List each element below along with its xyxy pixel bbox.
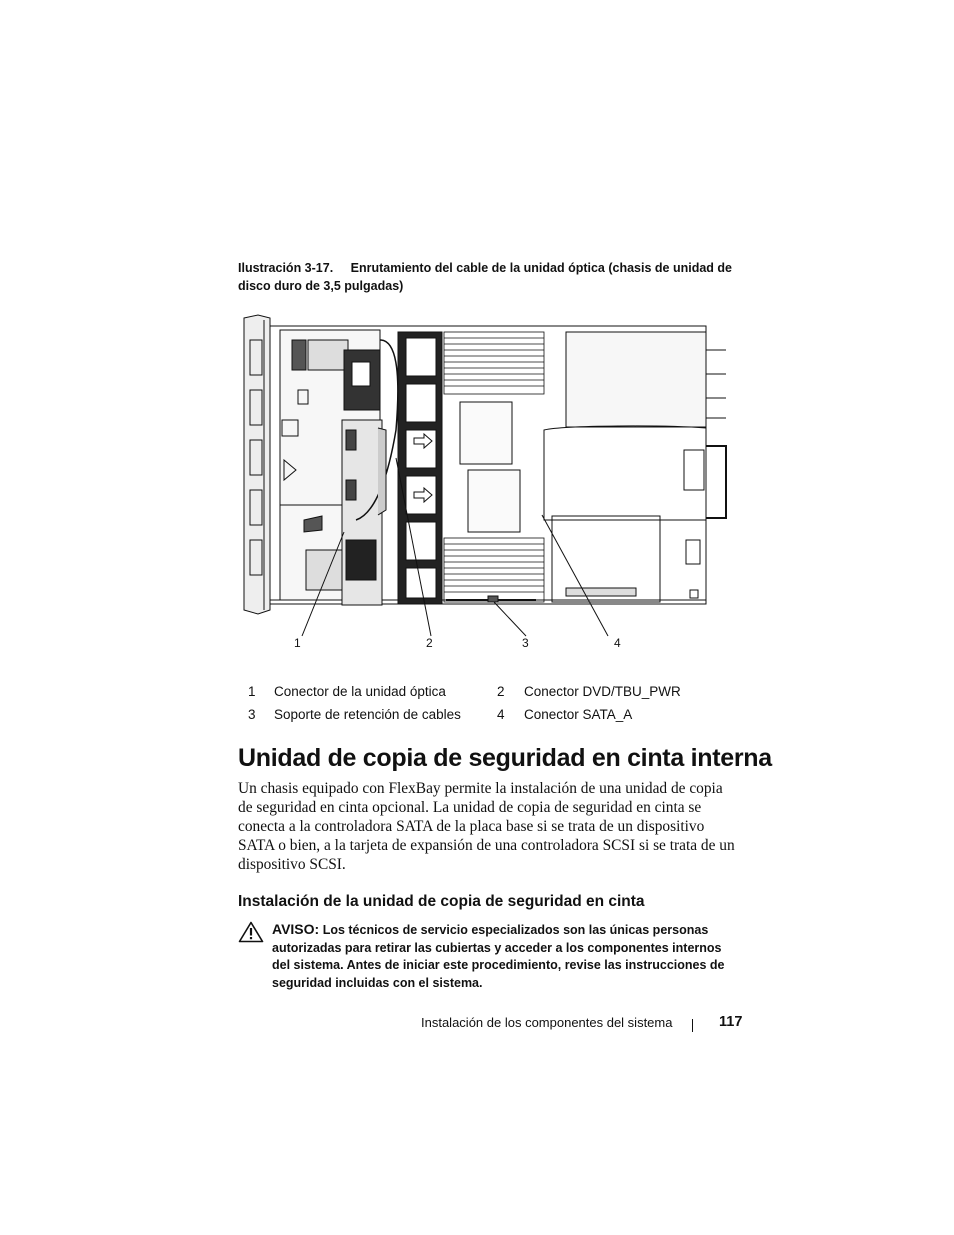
warning-icon xyxy=(238,921,264,943)
callout-3: 3 xyxy=(522,636,529,650)
legend-text: Soporte de retención de cables xyxy=(274,707,461,722)
footer-separator xyxy=(692,1019,693,1032)
legend-num: 1 xyxy=(248,684,256,699)
subsection-heading: Instalación de la unidad de copia de seguridad en cinta xyxy=(238,893,645,910)
processor-heatsink-2 xyxy=(468,470,520,532)
callout-2: 2 xyxy=(426,636,433,650)
figure-caption xyxy=(238,259,738,295)
page-number: 117 xyxy=(719,1014,743,1030)
memory-bank-bottom xyxy=(444,538,544,602)
power-supply xyxy=(566,332,706,427)
section-heading: Unidad de copia de seguridad en cinta interna xyxy=(238,744,772,772)
legend-text: Conector de la unidad óptica xyxy=(274,684,446,699)
figure-label: Ilustración 3-17. xyxy=(238,261,334,275)
notice-label: AVISO: xyxy=(272,921,320,937)
front-bezel xyxy=(244,315,270,614)
legend-row xyxy=(248,707,728,730)
server-chassis-diagram xyxy=(236,310,736,655)
processor-heatsink-1 xyxy=(460,402,512,464)
section-body: Un chasis equipado con FlexBay permite la instalación de una unidad de copia de seguridad en cinta opcional. La unidad de copia de seguridad en cinta se conecta a la controladora SATA de la placa base si se trata de un dispositivo SATA o bien, a la tarjeta de expansión de una controladora SCSI si se trata de un dispositivo SCSI. xyxy=(238,780,735,873)
figure-legend xyxy=(248,684,728,730)
optical-drive-module xyxy=(342,350,382,605)
memory-bank-top xyxy=(444,332,544,394)
legend-text: Conector SATA_A xyxy=(524,707,633,722)
notice-body: Los técnicos de servicio especializados son las únicas personas autorizadas para retirar las cubiertas y acceder a los componentes internos del sistema. Antes de iniciar este procedimiento, revise las instrucciones de seguridad incluidas con el sistema. xyxy=(272,923,725,990)
callout-4: 4 xyxy=(614,636,621,650)
figure-title: Enrutamiento del cable de la unidad óptica (chasis de unidad de disco duro de 3,5 pulgadas) xyxy=(238,261,732,293)
callout-1: 1 xyxy=(294,636,301,650)
notice-text xyxy=(272,921,742,992)
footer-chapter: Instalación de los componentes del sistema xyxy=(421,1015,673,1030)
expansion-riser xyxy=(544,426,706,520)
legend-text: Conector DVD/TBU_PWR xyxy=(524,684,681,699)
legend-num: 3 xyxy=(248,707,256,722)
fan-bank xyxy=(398,332,442,604)
legend-num: 2 xyxy=(497,684,505,699)
legend-row xyxy=(248,684,728,707)
legend-num: 4 xyxy=(497,707,505,722)
